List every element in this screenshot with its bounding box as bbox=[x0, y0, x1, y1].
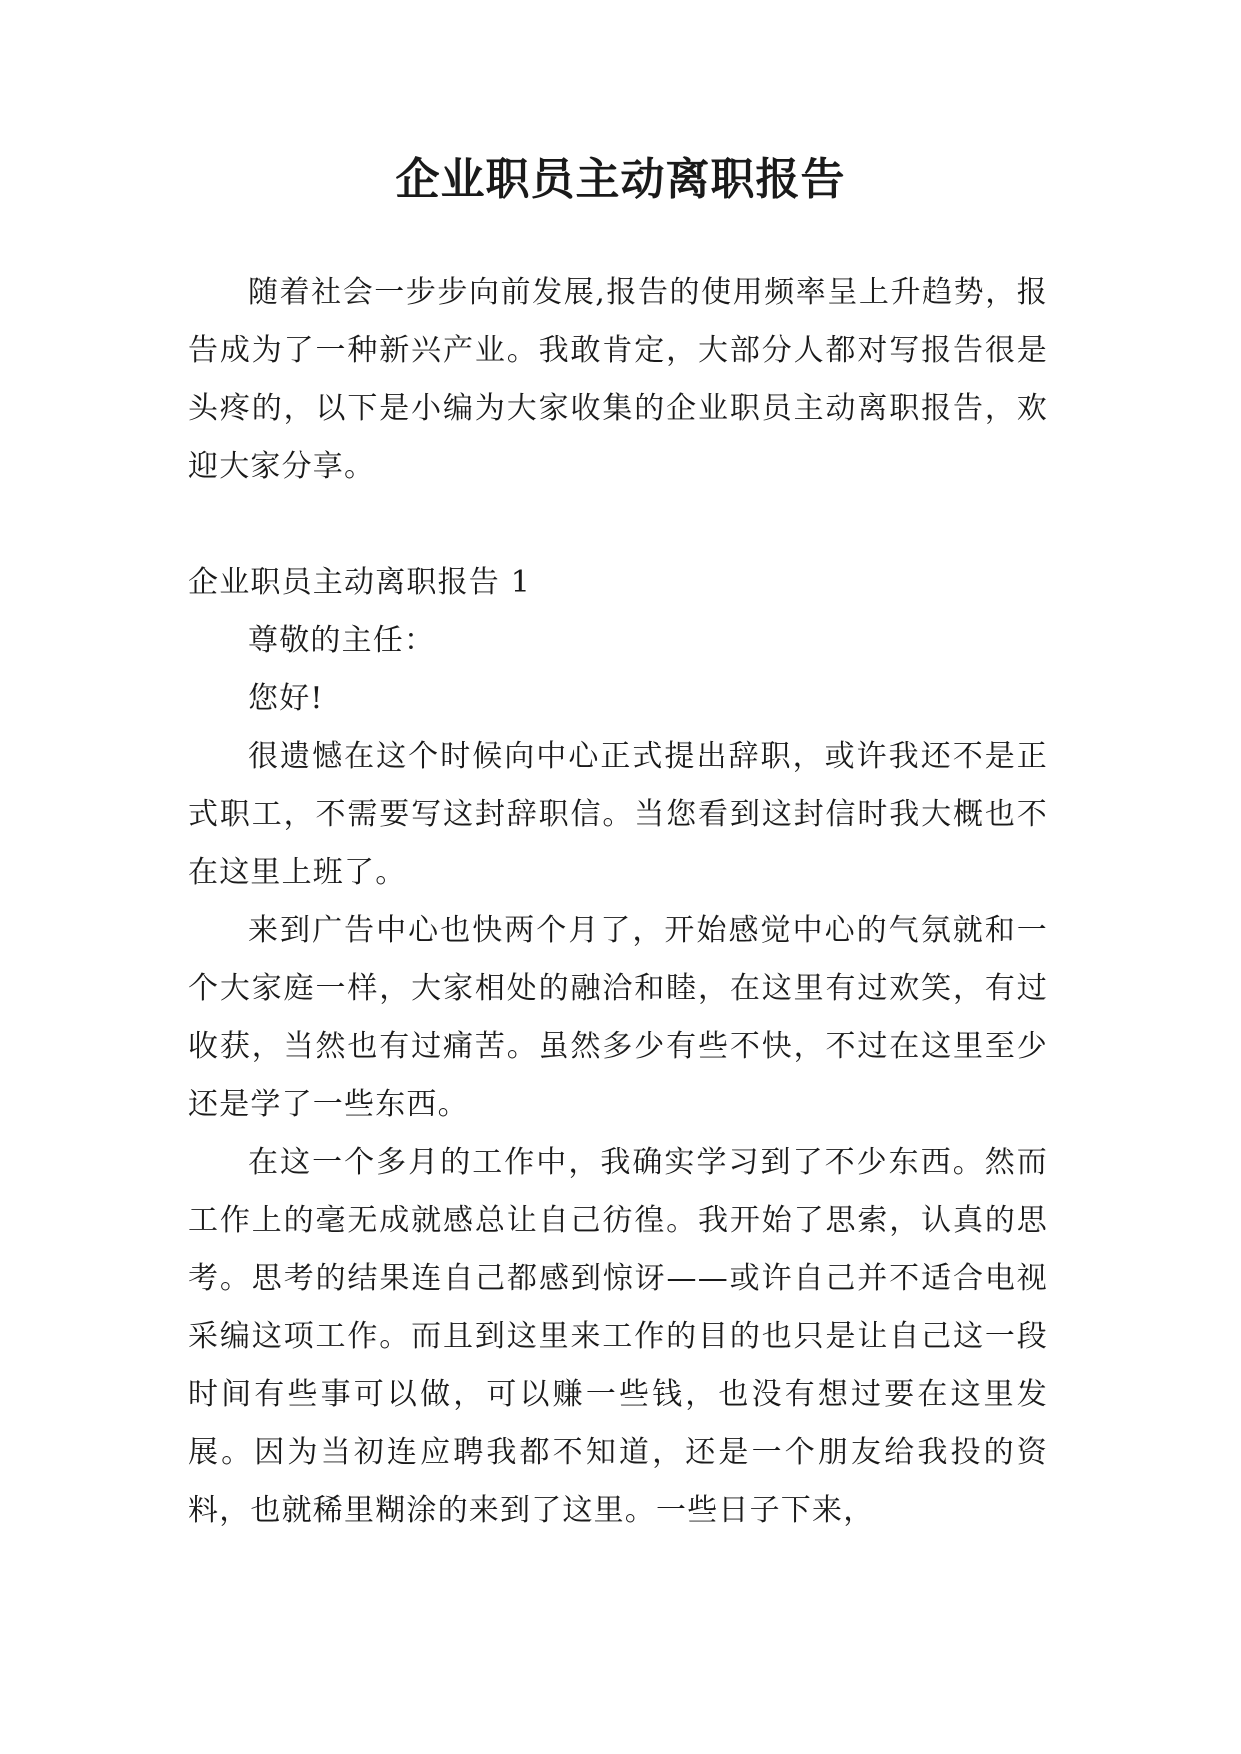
section-heading: 企业职员主动离职报告 1 bbox=[188, 565, 532, 600]
greeting: 您好! bbox=[248, 681, 324, 716]
salutation: 尊敬的主任： bbox=[248, 623, 436, 658]
intro-paragraph: 随着社会一步步向前发展,报告的使用频率呈上升趋势，报告成为了一种新兴产业。我敢肯定，大部分人都对写报告很是头疼的，以下是小编为大家收集的企业职员主动离职报告，欢迎大家分享。 bbox=[188, 275, 1048, 484]
body-paragraph: 在这一个多月的工作中，我确实学习到了不少东西。然而工作上的毫无成就感总让自己彷徨。我开始了思索，认真的思考。思考的结果连自己都感到惊讶——或许自己并不适合电视采编这项工作。而且到这里来工作的目的也只是让自己这一段时间有些事可以做，可以赚一些钱，也没有想过要在这里发展。因为当初连应聘我都不知道，还是一个朋友给我投的资料，也就稀里糊涂的来到了这里。一些日子下来， bbox=[188, 1145, 1048, 1528]
document-title: 企业职员主动离职报告 bbox=[395, 154, 846, 205]
body-paragraph: 来到广告中心也快两个月了，开始感觉中心的气氛就和一个大家庭一样，大家相处的融洽和睦，在这里有过欢笑，有过收获，当然也有过痛苦。虽然多少有些不快，不过在这里至少还是学了一些东西。 bbox=[188, 913, 1048, 1122]
body-paragraph: 很遗憾在这个时候向中心正式提出辞职，或许我还不是正式职工，不需要写这封辞职信。当您看到这封信时我大概也不在这里上班了。 bbox=[188, 739, 1048, 890]
document-body bbox=[188, 264, 1048, 1540]
